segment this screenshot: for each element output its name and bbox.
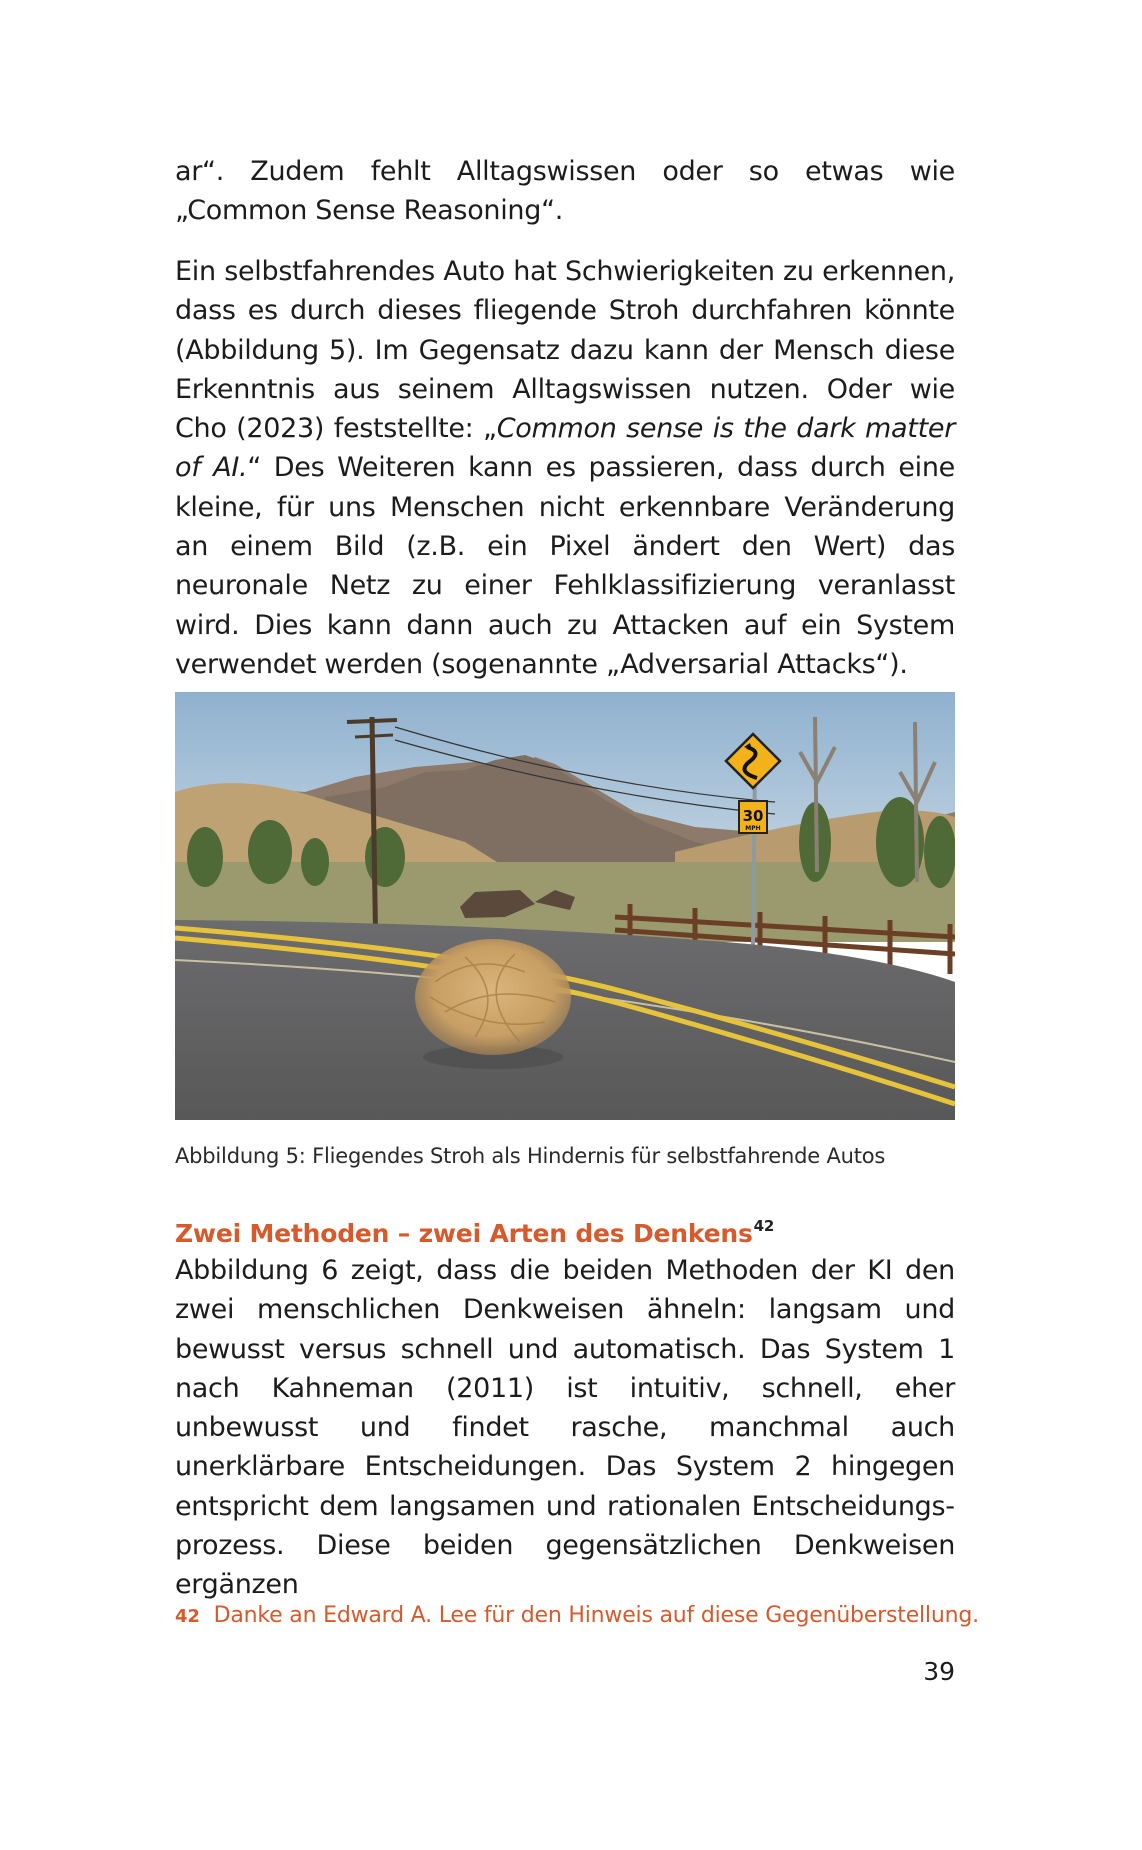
page-number: 39 — [923, 1657, 955, 1686]
section-heading-text: Zwei Methoden – zwei Arten des Denkens — [175, 1219, 753, 1248]
footnote-reference[interactable]: 42 — [753, 1217, 775, 1235]
footnote-text: Danke an Edward A. Lee für den Hinweis auf diese Gegenüberstellung. — [213, 1603, 979, 1628]
section-heading — [175, 1217, 774, 1248]
paragraph-2-text-b: “ Des Weiteren kann es passieren, dass durch eine kleine, für uns Menschen nicht erkennbare Veränderung an einem Bild (z.B. ein Pixel ändert den Wert) das neuronale Netz zu einer Fehlklassifizierung veranlasst wird. Dies kann dann auch zu Attacken auf ein System verwendet werden (sogenannte „Adversarial Attacks“). — [175, 452, 955, 680]
paragraph-3: Abbildung 6 zeigt, dass die beiden Methoden der KI den zwei menschlichen Denkweisen ähneln: langsam und bewusst versus schnell und automatisch. Das System 1 nach Kahneman (2011) ist intuitiv, schnell, eher unbewusst und findet rasche, manchmal auch unerklärbare Entscheidungen. Das System 2 hingegen entspricht dem langsamen und rationalen Entscheidungsprozess. Diese beiden gegensätzlichen Denkweisen ergänzen — [175, 1255, 955, 1601]
speed-sign-unit: MPH — [745, 825, 761, 832]
paragraph-1: ar“. Zudem fehlt Alltagswissen oder so etwas wie „Common Sense Reasoning“. — [175, 156, 955, 227]
figure-caption: Abbildung 5: Fliegendes Stroh als Hindernis für selbstfahrende Autos — [175, 1144, 886, 1168]
footnote-number: 42 — [175, 1606, 200, 1627]
tumbleweed — [415, 939, 571, 1055]
paragraph-2-quote: Common sense is the dark matter of AI. — [175, 413, 955, 484]
figure-road-tumbleweed — [175, 692, 955, 1120]
footnote — [175, 1603, 979, 1628]
speed-sign-number: 30 — [742, 807, 764, 825]
paragraph-2 — [175, 252, 955, 684]
paragraph-2-text-a: Ein selbstfahrendes Auto hat Schwierigkeiten zu erkennen, dass es durch dieses fliegende Stroh durchfahren könnte (Abbildung 5). Im Gegensatz dazu kann der Mensch diese Erkenntnis aus seinem Alltagswissen nutzen. Oder wie Cho (2023) feststellte: „ — [175, 256, 955, 445]
